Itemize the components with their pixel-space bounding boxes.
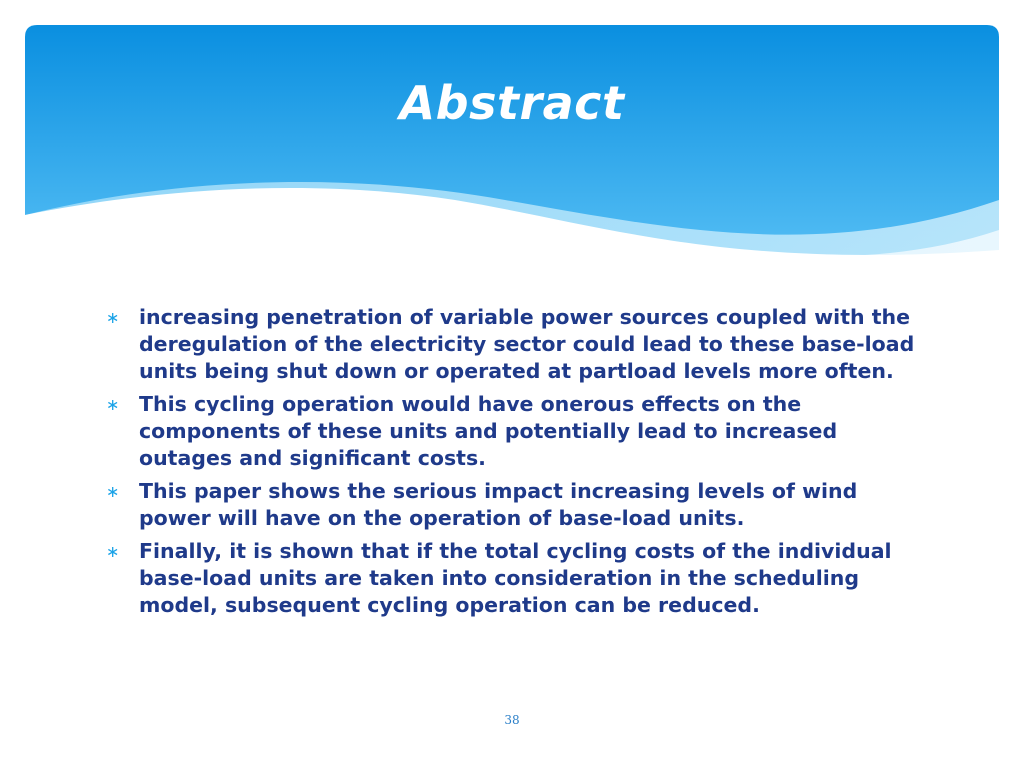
bullet-text: Finally, it is shown that if the total cycling costs of the individual base-load units are taken into consideration in the scheduling model, subsequent cycling operation can be reduced. xyxy=(139,539,892,617)
asterisk-bullet-icon: ∗ xyxy=(106,542,120,561)
page-number: 38 xyxy=(504,713,520,727)
asterisk-bullet-icon: ∗ xyxy=(106,308,120,327)
bullet-list xyxy=(106,304,921,625)
bullet-item xyxy=(106,478,921,532)
asterisk-bullet-icon: ∗ xyxy=(106,395,120,414)
bullet-text: This paper shows the serious impact increasing levels of wind power will have on the operation of base-load units. xyxy=(139,479,858,530)
bullet-text: This cycling operation would have onerous effects on the components of these units and potentially lead to increased outages and significant costs. xyxy=(139,392,838,470)
asterisk-bullet-icon: ∗ xyxy=(106,482,120,501)
header-banner xyxy=(25,25,999,290)
header-wave-graphic xyxy=(25,25,999,290)
bullet-item xyxy=(106,538,921,619)
slide-title: Abstract xyxy=(399,76,625,130)
bullet-item xyxy=(106,391,921,472)
bullet-text: increasing penetration of variable power sources coupled with the deregulation of the electricity sector could lead to these base-load units being shut down or operated at partload levels more often. xyxy=(139,305,915,383)
bullet-item xyxy=(106,304,921,385)
